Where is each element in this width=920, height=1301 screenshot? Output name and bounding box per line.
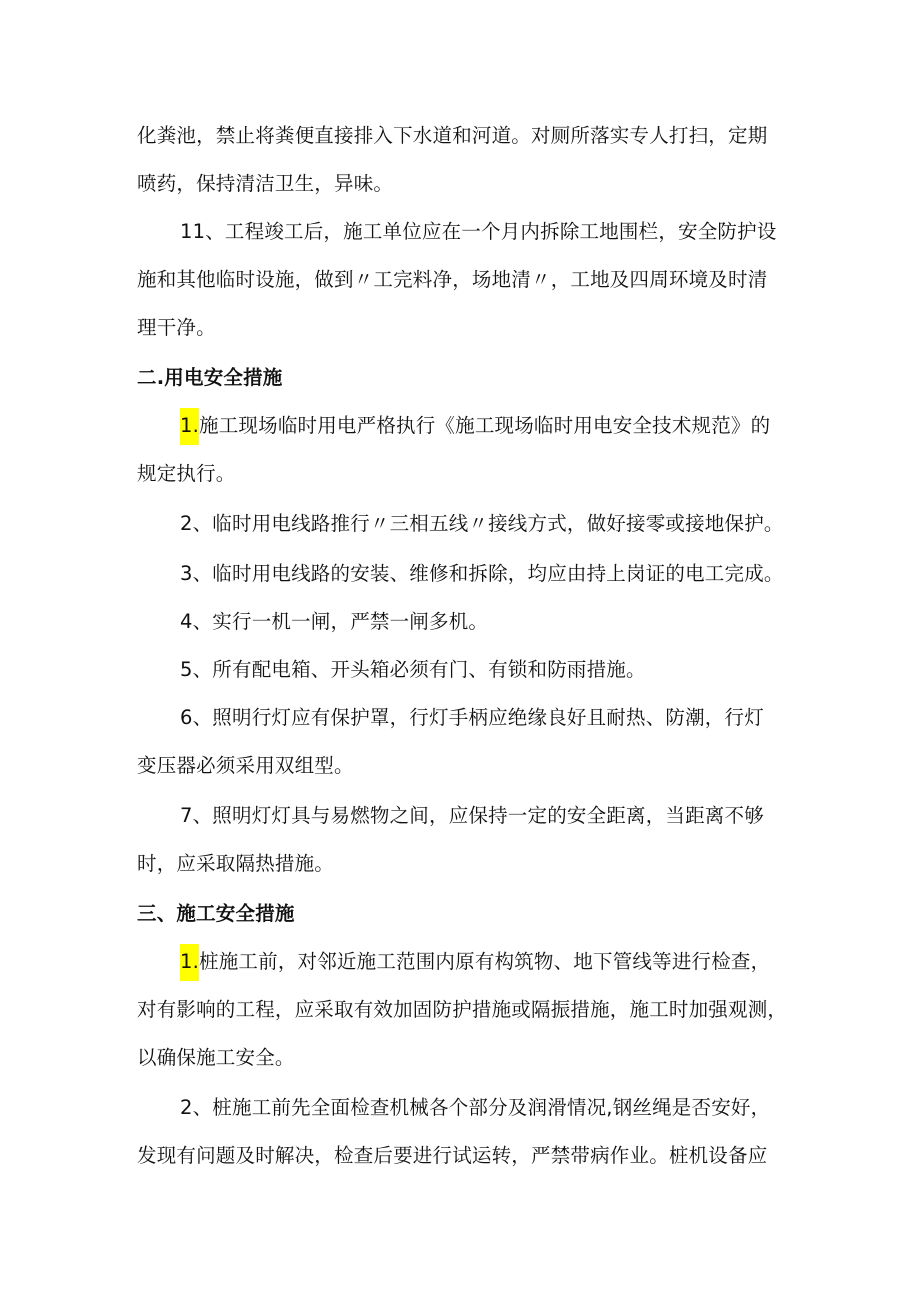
- text-line: [180, 948, 770, 976]
- text-line: 7、照明灯灯具与易燃物之间，应保持一定的安全距离，当距离不够: [180, 804, 764, 827]
- highlighted-number: 1.: [180, 408, 199, 445]
- text-line: 变压器必须采用双组型。: [137, 754, 354, 777]
- text-line: 喷药，保持清洁卫生，异味。: [137, 172, 394, 195]
- text-line: 化粪池，禁止将粪便直接排入下水道和河道。对厕所落实专人打扫，定期: [137, 124, 768, 147]
- section-heading-construction: 三、施工安全措施: [137, 902, 295, 925]
- text-segment: 施工现场临时用电严格执行《施工现场临时用电安全技术规范》的: [199, 414, 771, 437]
- text-line: 时，应采取隔热措施。: [137, 852, 335, 875]
- highlighted-number: 1.: [180, 944, 199, 981]
- text-line: 理干净。: [137, 316, 216, 339]
- text-line: 3、临时用电线路的安装、维修和拆除，均应由持上岗证的电工完成。: [180, 562, 784, 585]
- text-line: 6、照明行灯应有保护罩，行灯手柄应绝缘良好且耐热、防潮，行灯: [180, 706, 764, 729]
- text-line: 对有影响的工程，应采取有效加固防护措施或隔振措施，施工时加强观测，: [137, 998, 788, 1021]
- text-line: 以确保施工安全。: [137, 1046, 295, 1069]
- text-line: 规定执行。: [137, 462, 236, 485]
- text-line: 2、桩施工前先全面检查机械各个部分及润滑情况,钢丝绳是否安好，: [180, 1096, 771, 1119]
- text-segment: 桩施工前，对邻近施工范围内原有构筑物、地下管线等进行检查，: [199, 950, 771, 973]
- text-line: 施和其他临时设施，做到〃工完料净，场地清〃，工地及四周环境及时清: [137, 268, 768, 291]
- text-line: 发现有问题及时解决，检查后要进行试运转，严禁带病作业。桩机设备应: [137, 1144, 768, 1167]
- section-heading-electrical: 二.用电安全措施: [137, 366, 283, 389]
- text-line: 4、实行一机一闸，严禁一闸多机。: [180, 610, 489, 633]
- text-line: [180, 412, 770, 440]
- text-line: 5、所有配电箱、开头箱必须有门、有锁和防雨措施。: [180, 658, 646, 681]
- text-line: 2、临时用电线路推行〃三相五线〃接线方式，做好接零或接地保护。: [180, 512, 784, 535]
- text-line: 11、工程竣工后，施工单位应在一个月内拆除工地围栏，安全防护设: [180, 220, 777, 243]
